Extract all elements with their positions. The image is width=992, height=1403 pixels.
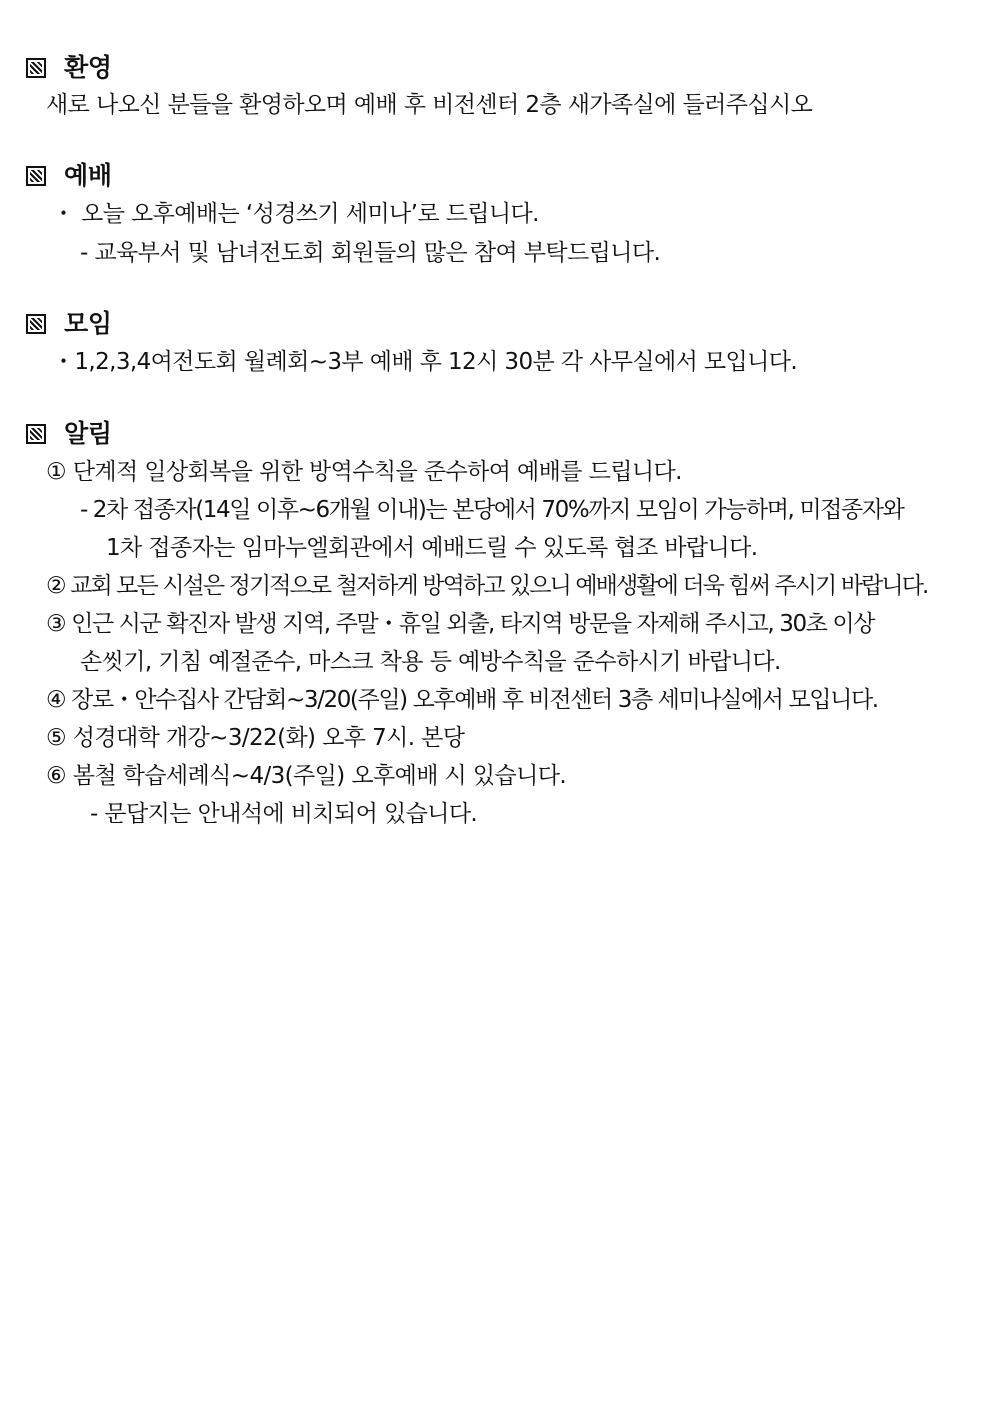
worship-title: 예배 <box>64 161 112 190</box>
notice-item-1: ① 단계적 일상회복을 위한 방역수칙을 준수하여 예배를 드립니다. <box>46 459 682 485</box>
notice-item-6-sub: - 문답지는 안내석에 비치되어 있습니다. <box>90 801 478 827</box>
section-marker-icon <box>26 166 46 186</box>
notice-item-3-a: ③ 인근 시군 확진자 발생 지역, 주말・휴일 외출, 타지역 방문을 자제해 주시고, 30초 이상 <box>46 611 875 637</box>
worship-line-1: ・ 오늘 오후예배는 ‘성경쓰기 세미나’로 드립니다. <box>52 201 539 227</box>
notice-item-2: ② 교회 모든 시설은 정기적으로 철저하게 방역하고 있으니 예배생활에 더욱 힘써 주시기 바랍니다. <box>46 573 928 599</box>
meeting-heading <box>26 308 112 340</box>
welcome-heading <box>26 52 112 84</box>
notice-title: 알림 <box>64 419 112 448</box>
notice-item-5: ⑤ 성경대학 개강~3/22(화) 오후 7시. 본당 <box>46 725 465 751</box>
notice-heading <box>26 418 112 450</box>
worship-heading <box>26 160 112 192</box>
welcome-text: 새로 나오신 분들을 환영하오며 예배 후 비전센터 2층 새가족실에 들러주십시오 <box>46 92 813 118</box>
notice-item-3-b: 손씻기, 기침 예절준수, 마스크 착용 등 예방수칙을 준수하시기 바랍니다. <box>80 649 781 675</box>
meeting-title: 모임 <box>64 309 112 338</box>
notice-item-6: ⑥ 봄철 학습세례식~4/3(주일) 오후예배 시 있습니다. <box>46 763 567 789</box>
section-marker-icon <box>26 314 46 334</box>
section-marker-icon <box>26 424 46 444</box>
welcome-title: 환영 <box>64 53 112 82</box>
meeting-line-1: ・1,2,3,4여전도회 월례회~3부 예배 후 12시 30분 각 사무실에서 모입니다. <box>52 349 798 375</box>
notice-item-4: ④ 장로・안수집사 간담회~3/20(주일) 오후예배 후 비전센터 3층 세미나실에서 모입니다. <box>46 687 878 713</box>
section-marker-icon <box>26 58 46 78</box>
worship-line-2: - 교육부서 및 남녀전도회 회원들의 많은 참여 부탁드립니다. <box>80 240 661 266</box>
notice-item-1-sub-a: - 2차 접종자(14일 이후~6개월 이내)는 본당에서 70%까지 모임이 가능하며, 미접종자와 <box>80 497 904 523</box>
notice-item-1-sub-b: 1차 접종자는 임마누엘회관에서 예배드릴 수 있도록 협조 바랍니다. <box>106 535 758 561</box>
